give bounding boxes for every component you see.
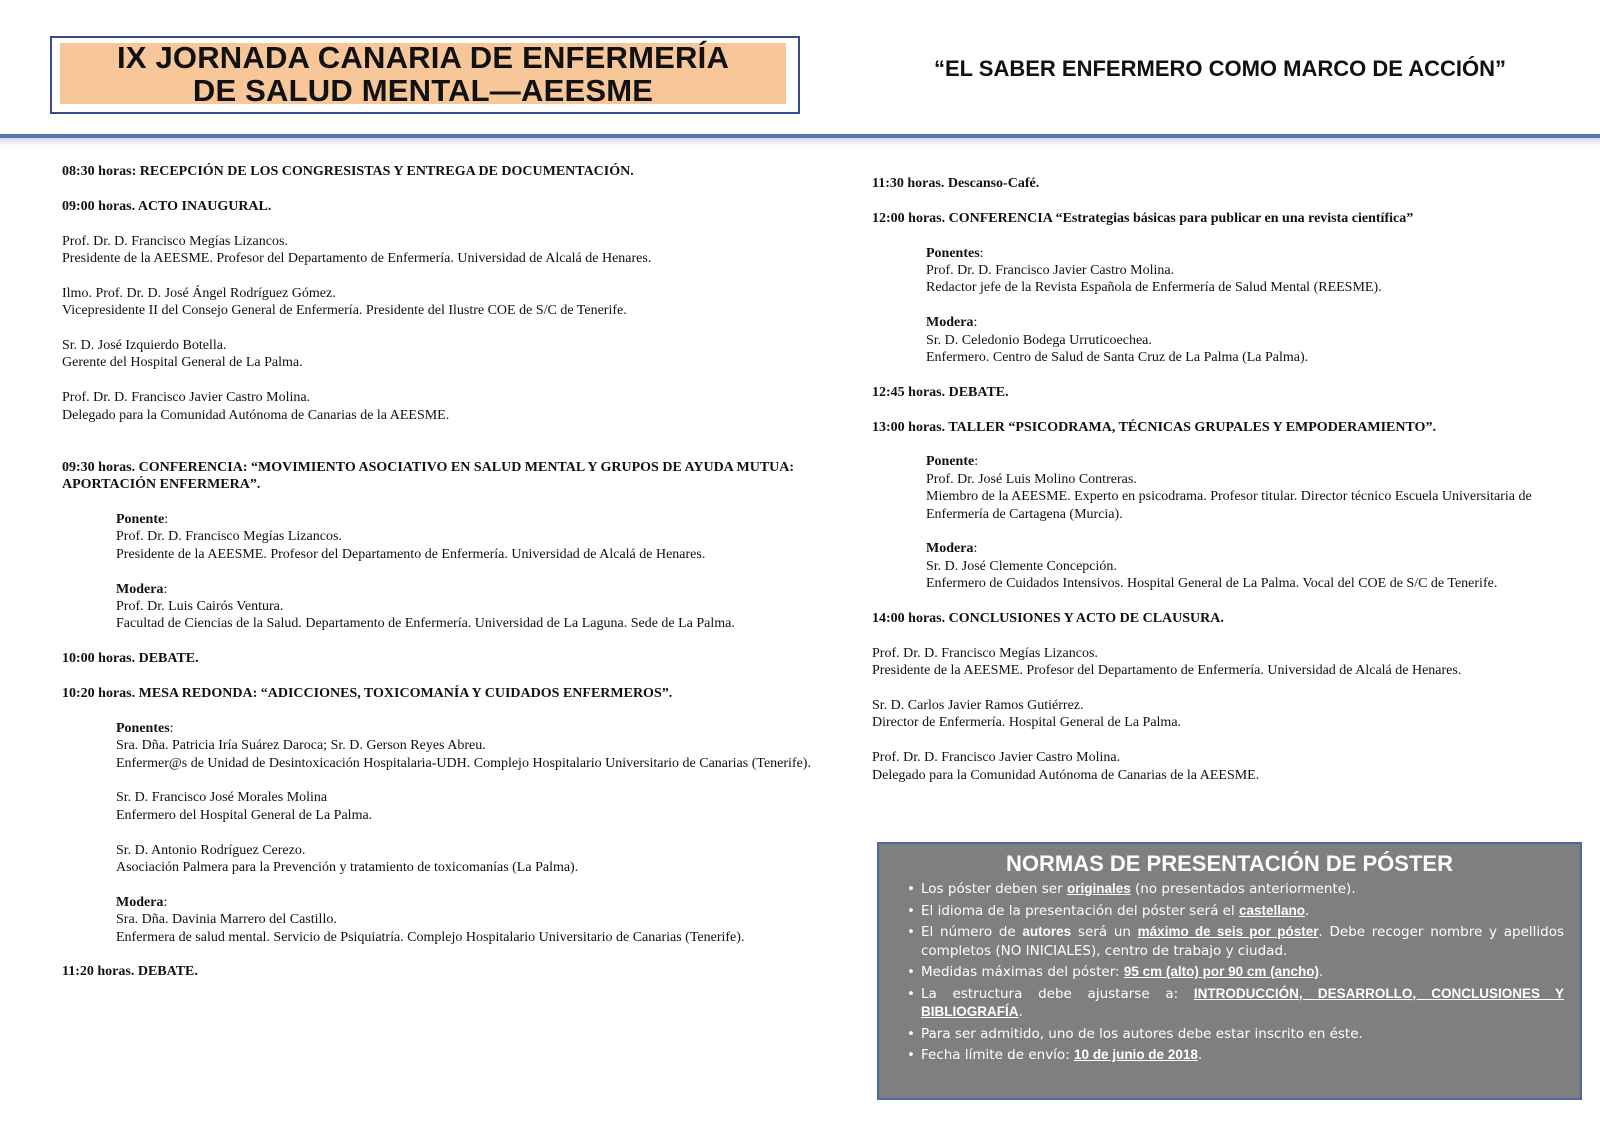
speaker-role: Delegado para la Comunidad Autónoma de Canarias de la AEESME. <box>872 767 1260 783</box>
moderator-role: Enfermero. Centro de Salud de Santa Cruz de La Palma (La Palma). <box>926 350 1309 366</box>
session-1020-details: Ponentes: Sra. Dña. Patricia Iría Suárez Daroca; Sr. D. Gerson Reyes Abreu. Enfermer@s de Unidad de Desintoxicación Hospitalaria-UDH. Complejo Hospitalario Universitario de Canarias (Tenerife). Sr. D. Francisco José Morales Molina Enfermero del Hospital General de La Palma. Sr. D. Antonio Rodríguez Cerezo. Asociación Palmera para la Prevención y tratamiento de toxicomanías (La Palma). Modera: Sra. Dña. Davinia Marrero del Castillo. Enfermera de salud mental. Servicio de Psiquiatría. Complejo Hospitalario Universitario de Canarias (Tenerife). <box>116 720 811 945</box>
speaker-role: Asociación Palmera para la Prevención y tratamiento de toxicomanías (La Palma). <box>116 860 579 876</box>
speaker-name: Prof. Dr. D. Francisco Megías Lizancos. <box>116 529 342 545</box>
header-divider <box>0 134 1600 138</box>
session-0930: 09:30 horas. CONFERENCIA: “MOVIMIENTO ASOCIATIVO EN SALUD MENTAL Y GRUPOS DE AYUDA MUTUA: APORTACIÓN ENFERMERA”. <box>62 459 795 493</box>
speaker-name: Sr. D. Antonio Rodríguez Cerezo. <box>116 842 306 858</box>
speaker-role: Presidente de la AEESME. Profesor del Departamento de Enfermería. Universidad de Alcalá de Henares. <box>116 546 706 562</box>
program-right-column <box>872 175 1582 784</box>
speaker-name: Sr. D. Francisco José Morales Molina <box>116 790 328 806</box>
session-0900: 09:00 horas. ACTO INAUGURAL. <box>62 198 272 214</box>
moderator-name: Sr. D. Celedonio Bodega Urruticoechea. <box>926 332 1152 348</box>
rule-emphasis: originales <box>1066 881 1131 896</box>
ponente-label: Ponente <box>926 454 975 470</box>
session-1200-details: Ponentes: Prof. Dr. D. Francisco Javier Castro Molina. Redactor jefe de la Revista Española de Enfermería de Salud Mental (REESME). Modera: Sr. D. Celedonio Bodega Urruticoechea. Enfermero. Centro de Salud de Santa Cruz de La Palma (La Palma). <box>872 245 1582 367</box>
speaker-name: Sr. D. José Izquierdo Botella. <box>62 338 227 353</box>
bullet-icon: • <box>907 902 915 919</box>
session-1300: 13:00 horas. TALLER “PSICODRAMA, TÉCNICAS GRUPALES Y EMPODERAMIENTO”. <box>872 419 1436 435</box>
session-1200: 12:00 horas. CONFERENCIA “Estrategias básicas para publicar en una revista científica” <box>872 210 1414 226</box>
poster-rules-title: NORMAS DE PRESENTACIÓN DE PÓSTER <box>1006 851 1453 876</box>
session-1300-details: Ponente: Prof. Dr. José Luis Molino Contreras. Miembro de la AEESME. Experto en psicodrama. Profesor titular. Director técnico Escuela Universitaria de Enfermería de Cartagena (Murcia). Modera: Sr. D. José Clemente Concepción. Enfermero de Cuidados Intensivos. Hospital General de La Palma. Vocal del COE de S/C de Tenerife. <box>872 453 1582 592</box>
speaker-role: Vicepresidente II del Consejo General de Enfermería. Presidente del Ilustre COE de S/C de Tenerife. <box>62 303 627 319</box>
speaker-role: Presidente de la AEESME. Profesor del Departamento de Enfermería. Universidad de Alcalá de Henares. <box>872 663 1462 679</box>
poster-rule: • La estructura debe ajustarse a: INTRODUCCIÓN, DESARROLLO, CONCLUSIONES Y BIBLIOGRAFÍA. <box>907 985 1564 1020</box>
moderator-name: Sra. Dña. Davinia Marrero del Castillo. <box>116 912 337 928</box>
modera-label: Modera <box>116 894 164 910</box>
rule-emphasis: 95 cm (alto) por 90 cm (ancho) <box>1123 964 1319 979</box>
program-left-column <box>62 163 812 981</box>
session-0830: 08:30 horas: RECEPCIÓN DE LOS CONGRESISTAS Y ENTREGA DE DOCUMENTACIÓN. <box>62 164 634 179</box>
ponentes-label: Ponentes <box>926 245 980 261</box>
rule-emphasis: máximo de seis por póster <box>1137 924 1319 939</box>
rule-emphasis: castellano <box>1239 902 1306 918</box>
speaker-name: Prof. Dr. José Luis Molino Contreras. <box>926 471 1137 487</box>
bullet-icon: • <box>907 924 915 940</box>
ponentes-label: Ponentes <box>116 720 170 736</box>
poster-rule: • El número de autores será un máximo de seis por póster. Debe recoger nombre y apellidos completos (NO INICIALES), centro de trabajo y ciudad. <box>907 924 1564 959</box>
speaker-name: Prof. Dr. D. Francisco Megías Lizancos. <box>62 233 288 249</box>
session-0930-details: Ponente: Prof. Dr. D. Francisco Megías Lizancos. Presidente de la AEESME. Profesor del Departamento de Enfermería. Universidad de Alcalá de Henares. Modera: Prof. Dr. Luis Cairós Ventura. Facultad de Ciencias de la Salud. Departamento de Enfermería. Universidad de La Laguna. Sede de La Palma. <box>62 511 812 633</box>
session-1000: 10:00 horas. DEBATE. <box>62 651 199 667</box>
session-1130: 11:30 horas. Descanso-Café. <box>872 176 1040 191</box>
poster-rule: • Medidas máximas del póster: 95 cm (alto) por 90 cm (ancho). <box>907 964 1324 980</box>
rule-emphasis: autores <box>1022 924 1072 939</box>
speaker-role: Gerente del Hospital General de La Palma. <box>62 355 303 371</box>
speaker-role: Redactor jefe de la Revista Española de Enfermería de Salud Mental (REESME). <box>926 280 1382 296</box>
session-1400: 14:00 horas. CONCLUSIONES Y ACTO DE CLAUSURA. <box>872 611 1224 627</box>
speaker-role: Enfermer@s de Unidad de Desintoxicación Hospitalaria-UDH. Complejo Hospitalario Universitario de Canarias (Tenerife). <box>116 755 811 771</box>
poster-rule: • Los póster deben ser originales (no presentados anteriormente). <box>907 881 1356 897</box>
title-line-1: IX JORNADA CANARIA DE ENFERMERÍA <box>116 39 730 75</box>
moderator-role: Facultad de Ciencias de la Salud. Departamento de Enfermería. Universidad de La Laguna. Sede de La Palma. <box>116 616 735 632</box>
speaker-role: Director de Enfermería. Hospital General de La Palma. <box>872 715 1182 731</box>
poster-rules-box <box>877 842 1582 1100</box>
moderator-role: Enfermero de Cuidados Intensivos. Hospital General de La Palma. Vocal del COE de S/C de Tenerife. <box>926 576 1498 592</box>
motto: “EL SABER ENFERMERO COMO MARCO DE ACCIÓN” <box>933 56 1507 81</box>
speaker-name: Prof. Dr. D. Francisco Javier Castro Molina. <box>926 263 1175 278</box>
session-1120: 11:20 horas. DEBATE. <box>62 964 198 980</box>
speaker-role: Enfermero del Hospital General de La Palma. <box>116 807 373 823</box>
speaker-name: Prof. Dr. D. Francisco Javier Castro Molina. <box>872 750 1121 766</box>
speaker-name: Sra. Dña. Patricia Iría Suárez Daroca; Sr. D. Gerson Reyes Abreu. <box>116 738 486 754</box>
bullet-icon: • <box>907 881 915 897</box>
modera-label: Modera <box>926 541 974 557</box>
session-1245: 12:45 horas. DEBATE. <box>872 384 1009 400</box>
bullet-icon: • <box>907 964 915 980</box>
poster-rule: • El idioma de la presentación del póster será el castellano. <box>907 902 1310 919</box>
speaker-name: Sr. D. Carlos Javier Ramos Gutiérrez. <box>872 698 1084 714</box>
poster-rule: • Para ser admitido, uno de los autores debe estar inscrito en éste. <box>907 1025 1363 1042</box>
modera-label: Modera <box>926 315 974 331</box>
poster-rules-list <box>879 880 1580 1065</box>
title-banner <box>60 39 786 108</box>
moderator-role: Enfermera de salud mental. Servicio de Psiquiatría. Complejo Hospitalario Universitario de Canarias (Tenerife). <box>116 929 745 945</box>
bullet-icon: • <box>907 1047 915 1063</box>
speaker-name: Prof. Dr. D. Francisco Javier Castro Molina. <box>62 390 311 406</box>
speaker-role: Delegado para la Comunidad Autónoma de Canarias de la AEESME. <box>62 407 450 423</box>
title-box <box>50 36 800 114</box>
speaker-name: Ilmo. Prof. Dr. D. José Ángel Rodríguez Gómez. <box>62 285 336 301</box>
speaker-role: Miembro de la AEESME. Experto en psicodrama. Profesor titular. Director técnico Escuela Universitaria de Enfermería de Cartagena (Murcia). <box>926 489 1532 522</box>
rule-emphasis: 10 de junio de 2018 <box>1074 1047 1198 1062</box>
moderator-name: Prof. Dr. Luis Cairós Ventura. <box>116 599 284 615</box>
poster-rule: • Fecha límite de envío: 10 de junio de 2018. <box>907 1047 1203 1063</box>
ponente-label: Ponente <box>116 512 165 528</box>
rule-emphasis: INTRODUCCIÓN, DESARROLLO, CONCLUSIONES Y BIBLIOGRAFÍA <box>921 985 1564 1019</box>
session-1020: 10:20 horas. MESA REDONDA: “ADICCIONES, TOXICOMANÍA Y CUIDADOS ENFERMEROS”. <box>62 686 673 702</box>
title-line-2: DE SALUD MENTAL—AEESME <box>192 72 654 108</box>
bullet-icon: • <box>907 985 915 1002</box>
speaker-role: Presidente de la AEESME. Profesor del Departamento de Enfermería. Universidad de Alcalá de Henares. <box>62 251 652 266</box>
moderator-name: Sr. D. José Clemente Concepción. <box>926 558 1117 574</box>
bullet-icon: • <box>907 1025 915 1042</box>
speaker-name: Prof. Dr. D. Francisco Megías Lizancos. <box>872 645 1098 661</box>
modera-label: Modera <box>116 581 164 597</box>
